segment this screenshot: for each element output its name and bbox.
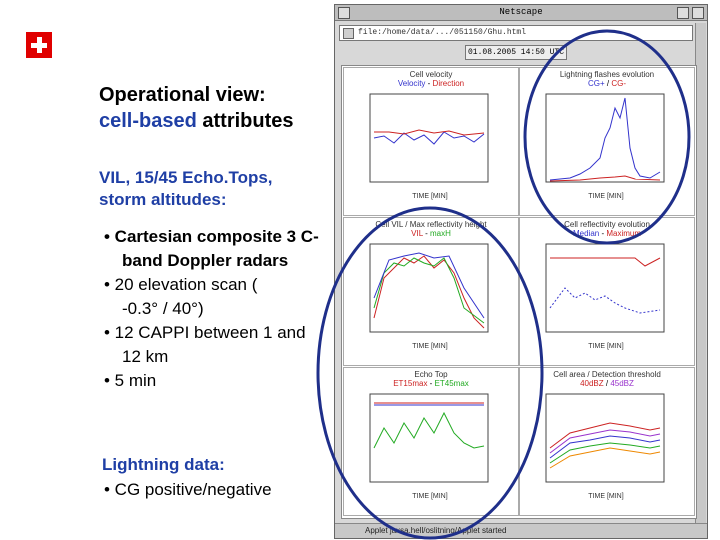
legend-b: Direction — [432, 79, 465, 88]
legend-a: VIL — [411, 229, 423, 238]
xaxis-label: TIME [MIN] — [412, 493, 448, 500]
heading-blue: cell-based — [99, 110, 197, 132]
lightning-heading: Lightning data: — [102, 455, 225, 474]
panel-title: Lightning flashes evolution — [559, 70, 655, 79]
bullet-item: • 12 CAPPI between 1 and 12 km — [104, 323, 306, 366]
bullet-item: • 5 min — [104, 371, 157, 390]
heading-line1: Operational view: — [99, 84, 266, 106]
highlight-ellipse-left — [318, 208, 542, 538]
legend-b: maxH — [429, 229, 451, 238]
panel-title: Cell VIL / Max reflectivity height — [375, 220, 487, 229]
legend-a: 40dBZ — [580, 379, 604, 388]
bullet-item: • 20 elevation scan ( — [104, 275, 258, 294]
date-display: 01.08.2005 14:50 UTC — [465, 45, 567, 60]
url-text: file:/home/data/.../051150/Ghu.html — [358, 28, 527, 37]
highlight-ellipse-lightning — [525, 31, 689, 243]
bullet-item: -0.3° / 40°) — [122, 299, 204, 318]
legend-a: ET15max — [393, 379, 428, 388]
panel-lightning: Lightning flashes evolution CG+ / CG- TIME [MIN] — [519, 67, 695, 216]
legend-a: CG+ — [587, 79, 605, 88]
window-title: Netscape — [499, 7, 543, 17]
legend-b: Maximum — [606, 229, 642, 238]
legend-b: CG- — [611, 79, 626, 88]
xaxis-label: TIME [MIN] — [412, 193, 448, 200]
status-bar: Applet jaxsa.hell/oslitning/Applet started — [335, 523, 707, 538]
panel-vil: Cell VIL / Max reflectivity height VIL - maxH TIME [MIN] — [343, 217, 519, 366]
lightning-bullet: • CG positive/negative — [104, 480, 272, 499]
panel-reflectivity: Cell reflectivity evolution Median - Maximum TIME [MIN] — [519, 217, 695, 366]
xaxis-label: TIME [MIN] — [412, 343, 448, 350]
panel-title: Cell velocity — [409, 70, 453, 79]
panel-title: Cell reflectivity evolution — [564, 220, 650, 229]
legend-b: ET45max — [434, 379, 469, 388]
heading-black: attributes — [202, 110, 294, 132]
panel-cell-area: Cell area / Detection threshold 40dBZ / 45dBZ TIME [MIN] — [519, 367, 695, 516]
sub-line1: VIL, 15/45 Echo.Tops, — [99, 168, 273, 187]
xaxis-label: TIME [MIN] — [588, 493, 624, 500]
panel-echo-top: Echo Top ET15max - ET45max TIME [MIN] — [343, 367, 519, 516]
legend-b: 45dBZ — [610, 379, 634, 388]
panel-cell-velocity: Cell velocity Velocity - Direction TIME [MIN] — [343, 67, 519, 216]
sub-line2: storm altitudes: — [99, 190, 227, 209]
bullet-item: • Cartesian composite 3 C-band Doppler radars — [104, 227, 319, 270]
xaxis-label: TIME [MIN] — [588, 343, 624, 350]
xaxis-label: TIME [MIN] — [588, 193, 624, 200]
panel-title: Echo Top — [414, 370, 448, 379]
legend-a: Velocity — [397, 79, 426, 88]
legend-a: Median — [572, 229, 600, 238]
panel-title: Cell area / Detection threshold — [553, 370, 661, 379]
